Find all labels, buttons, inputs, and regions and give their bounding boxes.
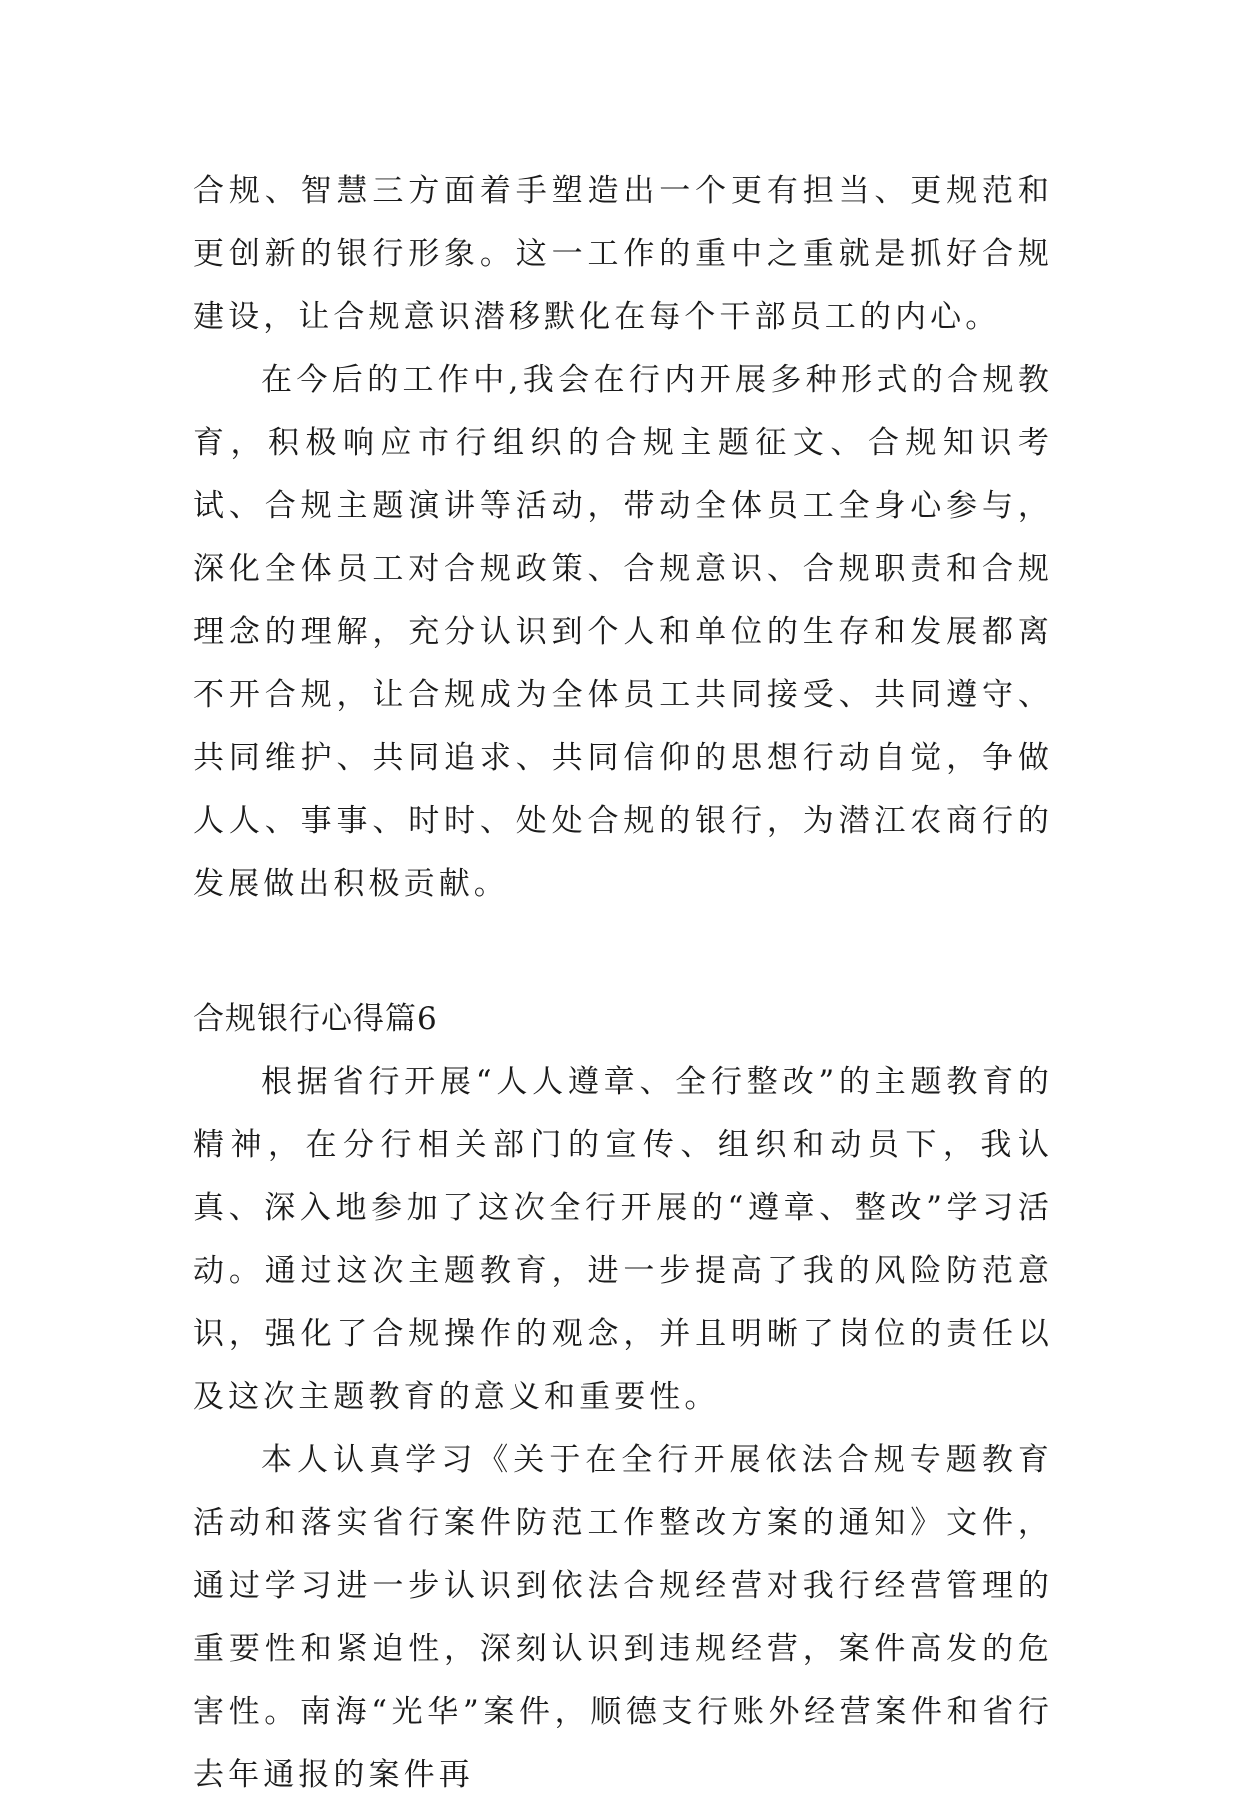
paragraph-future-work: 在今后的工作中,我会在行内开展多种形式的合规教育，积极响应市行组织的合规主题征文、合规知识考试、合规主题演讲等活动，带动全体员工全身心参与，深化全体员工对合规政策、合规意识、合规职责和合规理念的理解，充分认识到个人和单位的生存和发展都离不开合规，让合规成为全体员工共同接受、共同遵守、共同维护、共同追求、共同信仰的思想行动自觉，争做人人、事事、时时、处处合规的银行，为潜江农商行的发展做出积极贡献。 bbox=[193, 362, 1053, 902]
paragraph-continued: 合规、智慧三方面着手塑造出一个更有担当、更规范和更创新的银行形象。这一工作的重中之重就是抓好合规建设，让合规意识潜移默化在每个干部员工的内心。 bbox=[193, 173, 1053, 335]
paragraph-theme-education: 根据省行开展“人人遵章、全行整改”的主题教育的精神，在分行相关部门的宣传、组织和动员下，我认真、深入地参加了这次全行开展的“遵章、整改”学习活动。通过这次主题教育，进一步提高了我的风险防范意识，强化了合规操作的观念，并且明晰了岗位的责任以及这次主题教育的意义和重要性。 bbox=[193, 1064, 1053, 1415]
section-heading: 合规银行心得篇6 bbox=[193, 1001, 438, 1037]
paragraph-study-notice: 本人认真学习《关于在全行开展依法合规专题教育活动和落实省行案件防范工作整改方案的通知》文件，通过学习进一步认识到依法合规经营对我行经营管理的重要性和紧迫性，深刻认识到违规经营，案件高发的危害性。南海“光华”案件，顺德支行账外经营案件和省行去年通报的案件再 bbox=[193, 1442, 1053, 1793]
document-page bbox=[193, 160, 1053, 1807]
